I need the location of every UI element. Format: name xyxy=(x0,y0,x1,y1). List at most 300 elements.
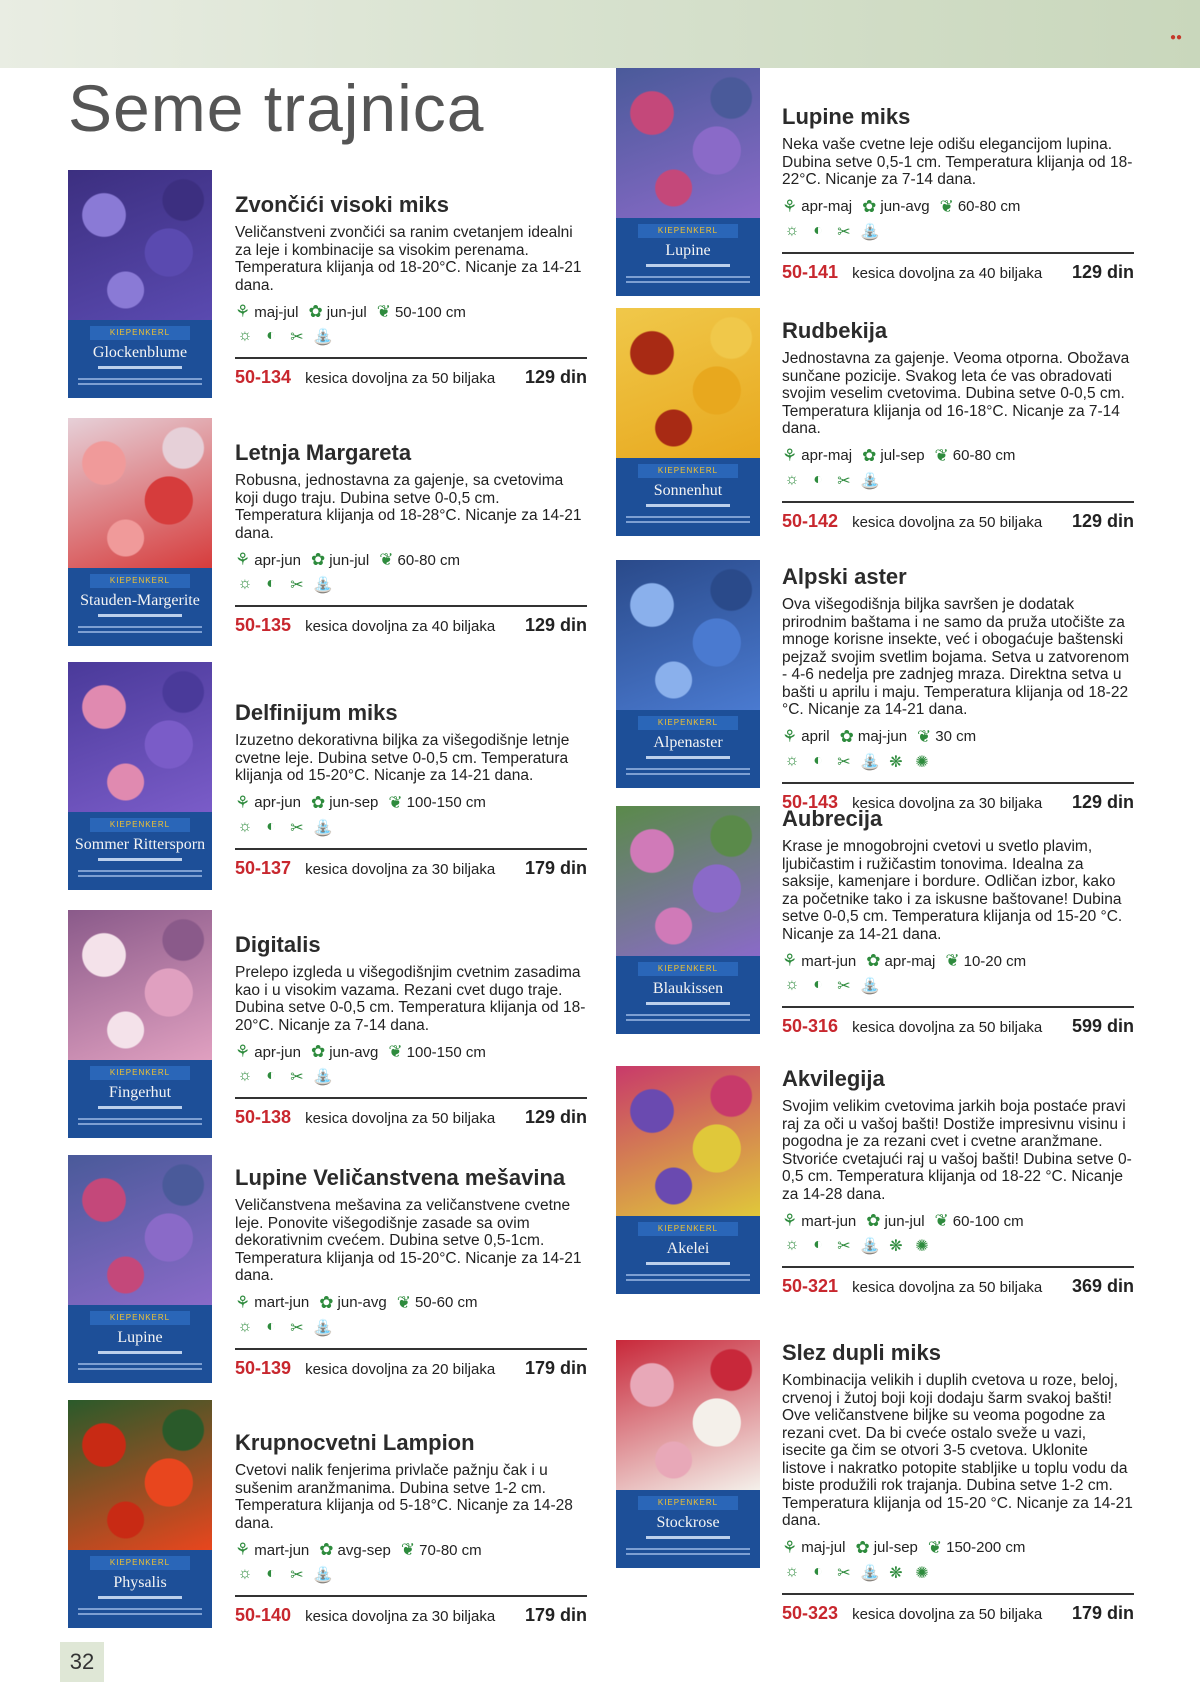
seedling-pot-icon: ⚘ xyxy=(235,1292,251,1312)
fact-height xyxy=(935,1211,1024,1231)
packet-name: Sommer Rittersporn xyxy=(74,836,206,853)
product-description: Veličanstveni zvončići sa ranim cvetanjem idealni za leje i kombinacije sa visokim perenama. Temperatura klijanja od 18-20°C. Nicanje za 14-21 dana. xyxy=(235,224,582,294)
pack-size: kesica dovoljna za 50 biljaka xyxy=(852,1019,1043,1036)
product-code: 50-134 xyxy=(235,367,292,387)
sun-icon: ☼ xyxy=(784,470,800,488)
product-name: Akvilegija xyxy=(782,1066,885,1091)
product-description: Jednostavna za gajenje. Veoma otporna. Obožava sunčane pozicije. Svakog leta će vas obradovati svojim veselim cvetovima. Dubina setve 0-0,5 cm. Temperatura klijanja od 16-18°C. Nicanje za 7-14 dana. xyxy=(782,350,1130,437)
product-code: 50-142 xyxy=(782,510,839,531)
product-description: Cvetovi nalik fenjerima privlače pažnju čak i u sušenim aranžmanima. Dubina setve 1-2 cm. Temperatura klijanja od 5-18°C. Nicanje za 14-28 dana. xyxy=(235,1462,573,1532)
pack-size: kesica dovoljna za 30 biljaka xyxy=(852,794,1043,812)
packet-fine-print xyxy=(78,1118,202,1120)
price-line xyxy=(235,1107,587,1128)
packet-fine-print xyxy=(78,626,202,628)
sun-icon: ☼ xyxy=(784,1236,800,1253)
product-name: Lupine miks xyxy=(782,104,911,129)
sun-icon: ☼ xyxy=(784,1562,800,1580)
packet-subtitle-line xyxy=(98,366,182,369)
product-name: Aubrecija xyxy=(782,806,883,831)
flower-icon: ✿ xyxy=(862,445,877,465)
scissors-leaf-icon: ✂ xyxy=(837,472,851,490)
fact-bloom-value: jun-avg xyxy=(329,1043,379,1061)
product-price: 179 din xyxy=(1071,1602,1134,1623)
packet-fine-print xyxy=(626,1548,750,1550)
fact-sow-value: apr-jun xyxy=(254,551,301,569)
price-line xyxy=(782,1276,1134,1297)
flower-icon: ✿ xyxy=(839,726,854,746)
seed-packet-image xyxy=(68,1400,212,1628)
product-code: 50-143 xyxy=(782,791,839,812)
care-pictograms xyxy=(235,327,587,347)
butterfly-icon: ❋ xyxy=(889,753,903,771)
packet-label-band xyxy=(616,218,760,296)
packet-name: Akelei xyxy=(666,1240,710,1257)
packet-subtitle-line xyxy=(646,1262,730,1265)
plant-height-icon: ❦ xyxy=(917,726,932,746)
scissors-leaf-icon: ✂ xyxy=(290,1069,304,1086)
brand-logo: KIEPENKERL xyxy=(90,1556,190,1570)
seed-packet-image xyxy=(616,806,760,1034)
seed-packet-image xyxy=(68,910,212,1138)
product-price: 129 din xyxy=(1071,261,1134,282)
product-entry xyxy=(782,1066,1134,1297)
fact-sow-value: mart-jun xyxy=(801,1212,857,1230)
product-name: Zvončići visoki miks xyxy=(235,192,449,217)
packet-label-band xyxy=(616,956,760,1034)
fact-sow-value: mart-jun xyxy=(801,952,857,970)
plant-height-icon: ❦ xyxy=(934,445,949,465)
flower-photo xyxy=(68,910,212,1060)
scissors-leaf-icon: ✂ xyxy=(290,577,304,594)
pack-size: kesica dovoljna za 40 biljaka xyxy=(852,264,1043,282)
growing-facts xyxy=(782,1211,1134,1231)
flower-icon: ✿ xyxy=(319,1292,334,1312)
brand-logo: KIEPENKERL xyxy=(90,818,190,832)
plant-height-icon: ❦ xyxy=(927,1537,943,1557)
packet-name: Fingerhut xyxy=(108,1084,172,1101)
plant-height-icon: ❦ xyxy=(388,792,403,812)
pack-size: kesica dovoljna za 50 biljaka xyxy=(305,1110,496,1127)
fact-sow xyxy=(235,1042,301,1062)
fact-sow xyxy=(235,1540,309,1560)
scissors-leaf-icon: ✂ xyxy=(837,1238,851,1255)
fact-height-value: 60-80 cm xyxy=(397,551,461,569)
product-code: 50-135 xyxy=(235,615,292,635)
flower-photo xyxy=(68,662,212,812)
fact-height-value: 60-80 cm xyxy=(957,198,1021,215)
corner-mark: ●● xyxy=(1170,32,1183,43)
fact-bloom-value: jul-sep xyxy=(880,447,925,464)
half-sun-icon: ◐ xyxy=(813,751,823,769)
fact-bloom-value: jun-jul xyxy=(329,551,370,569)
product-description: Prelepo izgleda u višegodišnjim cvetnim zasadima kao i u visokim vazama. Rezani cvet dugo traje. Dubina setve 0-0,5 cm. Temperatura klijanja od 18-20°C. Nicanje za 7-14 dana. xyxy=(235,964,586,1034)
fact-height xyxy=(940,197,1021,217)
product-name: Digitalis xyxy=(235,932,321,957)
seed-packet-image xyxy=(68,170,212,398)
sun-icon: ☼ xyxy=(237,817,253,835)
watering-can-icon: ⛲ xyxy=(860,1238,880,1255)
growing-facts xyxy=(235,793,587,813)
fact-bloom xyxy=(862,197,929,217)
watering-can-icon: ⛲ xyxy=(313,1069,333,1086)
product-code: 50-321 xyxy=(782,1276,839,1296)
product-price: 129 din xyxy=(524,1107,587,1127)
care-pictograms xyxy=(235,575,587,595)
growing-facts xyxy=(782,1538,1134,1558)
packet-name: Stauden-Margerite xyxy=(80,592,200,609)
packet-name: Alpenaster xyxy=(653,734,723,751)
flower-icon: ✿ xyxy=(319,1540,334,1559)
product-code: 50-137 xyxy=(235,857,292,878)
packet-fine-print xyxy=(78,378,202,380)
fact-bloom xyxy=(308,302,366,322)
watering-can-icon: ⛲ xyxy=(860,472,880,490)
fact-sow-value: apr-jun xyxy=(254,794,301,811)
fact-bloom xyxy=(862,446,924,466)
pack-size: kesica dovoljna za 50 biljaka xyxy=(852,1605,1043,1623)
packet-fine-print xyxy=(78,870,202,872)
seed-packet-image xyxy=(616,1340,760,1568)
watering-can-icon: ⛲ xyxy=(860,1564,880,1582)
half-sun-icon: ◐ xyxy=(266,1565,276,1582)
sun-icon: ☼ xyxy=(237,1317,253,1335)
fact-height xyxy=(377,302,466,322)
packet-fine-print xyxy=(626,1014,750,1016)
half-sun-icon: ◐ xyxy=(266,1317,276,1335)
product-description: Krase je mnogobrojni cvetovi u svetlo plavim, ljubičastim i ružičastim tonovima. Idealna za saksije, kamenjare i bordure. Odličan izbor, kako za početnike tako i za iskusne baštovane! Dubina setve 0-0,5 cm. Temperatura klijanja od 15-20 °C. Nicanje za 14-21 dana. xyxy=(782,838,1123,943)
product-name: Delfinijum miks xyxy=(235,700,398,725)
fact-height-value: 50-60 cm xyxy=(414,1294,478,1311)
packet-subtitle-line xyxy=(98,858,182,861)
packet-subtitle-line xyxy=(646,264,730,267)
care-pictograms xyxy=(235,1318,587,1338)
product-price: 599 din xyxy=(1071,1016,1134,1036)
sun-icon: ☼ xyxy=(237,575,253,592)
fact-sow xyxy=(782,446,852,466)
product-code: 50-140 xyxy=(235,1605,292,1625)
product-code: 50-316 xyxy=(782,1016,839,1036)
brand-logo: KIEPENKERL xyxy=(90,1066,190,1080)
scissors-leaf-icon: ✂ xyxy=(837,753,851,771)
pack-size: kesica dovoljna za 20 biljaka xyxy=(305,1360,496,1378)
fact-bloom xyxy=(311,1042,378,1062)
product-entry xyxy=(235,1430,587,1626)
bee-icon: ✺ xyxy=(915,1238,929,1255)
seedling-pot-icon: ⚘ xyxy=(782,726,798,746)
seedling-pot-icon: ⚘ xyxy=(235,550,251,569)
seedling-pot-icon: ⚘ xyxy=(782,951,798,970)
fact-bloom xyxy=(311,550,369,570)
plant-height-icon: ❦ xyxy=(939,196,954,216)
product-price: 129 din xyxy=(1071,791,1134,812)
packet-subtitle-line xyxy=(646,756,730,759)
divider xyxy=(782,1266,1134,1268)
divider xyxy=(782,501,1134,503)
packet-name: Lupine xyxy=(665,242,711,259)
fact-bloom-value: apr-maj xyxy=(884,952,936,970)
fact-bloom-value: jun-jul xyxy=(884,1212,925,1230)
product-description: Robusna, jednostavna za gajenje, sa cvetovima koji dugo traju. Dubina setve 0-0,5 cm. Temperatura klijanja od 18-28°C. Nicanje za 14-21 dana. xyxy=(235,472,582,542)
fact-sow-value: mart-jun xyxy=(254,1541,310,1559)
seed-packet-image xyxy=(68,418,212,646)
product-entry xyxy=(235,1165,587,1379)
divider xyxy=(235,1348,587,1350)
fact-bloom xyxy=(866,1211,924,1231)
product-name: Letnja Margareta xyxy=(235,440,412,465)
growing-facts xyxy=(782,197,1134,217)
fact-height xyxy=(388,793,485,813)
care-pictograms xyxy=(235,1565,587,1585)
brand-logo: KIEPENKERL xyxy=(90,326,190,340)
seed-packet-image xyxy=(616,308,760,536)
packet-subtitle-line xyxy=(98,614,182,617)
sun-icon: ☼ xyxy=(237,1067,253,1084)
product-code: 50-138 xyxy=(235,1107,292,1127)
fact-bloom xyxy=(855,1538,917,1558)
fact-bloom xyxy=(311,793,378,813)
fact-height xyxy=(928,1538,1025,1558)
fact-sow xyxy=(782,727,830,747)
packet-fine-print xyxy=(78,1363,202,1365)
watering-can-icon: ⛲ xyxy=(313,329,333,346)
product-entry xyxy=(782,1340,1134,1624)
fact-sow xyxy=(235,793,301,813)
price-line xyxy=(782,262,1134,283)
scissors-leaf-icon: ✂ xyxy=(837,978,851,995)
divider xyxy=(235,357,587,359)
flower-photo xyxy=(616,68,760,218)
seed-packet-image xyxy=(616,560,760,788)
seed-packet-image xyxy=(616,68,760,296)
product-name: Alpski aster xyxy=(782,564,907,589)
seedling-pot-icon: ⚘ xyxy=(235,1042,251,1061)
sun-icon: ☼ xyxy=(237,1565,253,1582)
butterfly-icon: ❋ xyxy=(889,1238,903,1255)
scissors-leaf-icon: ✂ xyxy=(290,329,304,346)
fact-bloom xyxy=(319,1293,386,1313)
fact-sow-value: maj-jul xyxy=(801,1539,846,1556)
fact-height xyxy=(401,1540,482,1560)
packet-subtitle-line xyxy=(98,1351,182,1354)
product-entry xyxy=(782,564,1134,813)
fact-sow-value: apr-jun xyxy=(254,1043,301,1061)
product-entry xyxy=(235,192,587,388)
scissors-leaf-icon: ✂ xyxy=(290,819,304,837)
fact-height-value: 60-100 cm xyxy=(952,1212,1024,1230)
care-pictograms xyxy=(235,818,587,838)
product-entry xyxy=(235,700,587,879)
product-entry xyxy=(782,806,1134,1037)
plant-height-icon: ❦ xyxy=(376,302,391,321)
brand-logo: KIEPENKERL xyxy=(638,224,738,238)
brand-logo: KIEPENKERL xyxy=(638,962,738,976)
seedling-pot-icon: ⚘ xyxy=(235,792,251,812)
product-price: 179 din xyxy=(524,1605,587,1625)
packet-label-band xyxy=(616,1490,760,1568)
growing-facts xyxy=(235,550,587,570)
watering-can-icon: ⛲ xyxy=(313,1319,333,1337)
growing-facts xyxy=(782,727,1134,747)
care-pictograms xyxy=(782,1563,1134,1583)
plant-height-icon: ❦ xyxy=(400,1540,416,1559)
sun-icon: ☼ xyxy=(784,976,800,993)
care-pictograms xyxy=(782,752,1134,772)
seedling-pot-icon: ⚘ xyxy=(235,1540,251,1559)
packet-fine-print xyxy=(626,276,750,278)
packet-label-band xyxy=(616,710,760,788)
divider xyxy=(235,848,587,850)
page-title: Seme trajnica xyxy=(68,71,485,145)
fact-sow xyxy=(782,951,856,971)
price-line xyxy=(782,1016,1134,1037)
brand-logo: KIEPENKERL xyxy=(638,716,738,730)
pack-size: kesica dovoljna za 40 biljaka xyxy=(305,618,496,635)
flower-photo xyxy=(616,806,760,956)
divider xyxy=(235,605,587,607)
plant-height-icon: ❦ xyxy=(388,1042,403,1061)
price-line xyxy=(235,858,587,879)
seedling-pot-icon: ⚘ xyxy=(235,302,251,321)
half-sun-icon: ◐ xyxy=(813,1562,823,1580)
divider xyxy=(235,1595,587,1597)
fact-height-value: 150-200 cm xyxy=(946,1539,1026,1556)
sun-icon: ☼ xyxy=(784,221,800,239)
product-price: 179 din xyxy=(524,857,587,878)
packet-name: Lupine xyxy=(117,1329,163,1346)
top-band xyxy=(0,0,1200,68)
flower-icon: ✿ xyxy=(862,196,877,216)
fact-height-value: 10-20 cm xyxy=(963,952,1027,970)
page-number: 32 xyxy=(60,1642,104,1682)
product-description: Veličanstvena mešavina za veličanstvene cvetne leje. Ponovite višegodišnje zasade sa ovim dekorativnim cvećem. Dubina setve 0,5-1cm. Temperatura klijanja od 15-20°C. Nicanje za 14-21 dana. xyxy=(235,1197,582,1284)
half-sun-icon: ◐ xyxy=(266,327,276,344)
seedling-pot-icon: ⚘ xyxy=(782,445,798,465)
divider xyxy=(235,1097,587,1099)
flower-photo xyxy=(68,1155,212,1305)
half-sun-icon: ◐ xyxy=(813,1236,823,1253)
flower-photo xyxy=(616,1340,760,1490)
packet-fine-print xyxy=(78,1608,202,1610)
packet-subtitle-line xyxy=(646,1002,730,1005)
divider xyxy=(782,782,1134,784)
packet-label-band xyxy=(68,812,212,890)
fact-height-value: 100-150 cm xyxy=(406,794,486,811)
fact-sow xyxy=(235,1293,309,1313)
product-price: 129 din xyxy=(524,367,587,387)
growing-facts xyxy=(782,446,1134,466)
growing-facts xyxy=(235,1540,587,1560)
fact-bloom xyxy=(319,1540,391,1560)
product-price: 369 din xyxy=(1071,1276,1134,1296)
fact-sow-value: mart-jun xyxy=(254,1294,310,1311)
brand-logo: KIEPENKERL xyxy=(90,1311,190,1325)
fact-height xyxy=(935,446,1016,466)
packet-fine-print xyxy=(626,516,750,518)
packet-label-band xyxy=(68,568,212,646)
price-line xyxy=(235,615,587,636)
product-entry xyxy=(782,318,1134,532)
fact-bloom xyxy=(866,951,935,971)
fact-bloom-value: jul-sep xyxy=(873,1539,918,1556)
fact-height xyxy=(379,550,460,570)
packet-subtitle-line xyxy=(98,1106,182,1109)
seedling-pot-icon: ⚘ xyxy=(782,196,798,216)
scissors-leaf-icon: ✂ xyxy=(837,223,851,241)
fact-bloom-value: jun-avg xyxy=(337,1294,387,1311)
brand-logo: KIEPENKERL xyxy=(638,1222,738,1236)
fact-sow xyxy=(782,1538,845,1558)
divider xyxy=(782,1593,1134,1595)
fact-sow xyxy=(235,550,301,570)
packet-label-band xyxy=(68,1305,212,1383)
plant-height-icon: ❦ xyxy=(379,550,394,569)
growing-facts xyxy=(235,1293,587,1313)
packet-subtitle-line xyxy=(646,504,730,507)
packet-name: Glockenblume xyxy=(92,344,188,361)
price-line xyxy=(235,1358,587,1379)
product-description: Neka vaše cvetne leje odišu elegancijom lupina. Dubina setve 0,5-1 cm. Temperatura klijanja od 18-22°C. Nicanje za 7-14 dana. xyxy=(782,136,1133,188)
fact-bloom xyxy=(840,727,907,747)
divider xyxy=(782,252,1134,254)
packet-label-band xyxy=(68,1060,212,1138)
half-sun-icon: ◐ xyxy=(266,1067,276,1084)
product-code: 50-139 xyxy=(235,1357,292,1378)
product-description: Ova višegodišnja biljka savršen je dodatak prirodnim baštama i ne samo da pruža utočište za mnoge korisne insekte, već i obogaćuje baštenski pejzaž svojim svetlim bojama. Setva u zatvorenom - 4-6 nedelja pre zadnjeg mraza. Direktna setva u bašti u aprilu i maju. Temperatura klijanja od 18-22 °C. Nicanje za 14-21 dana. xyxy=(782,596,1130,718)
sun-icon: ☼ xyxy=(784,751,800,769)
watering-can-icon: ⛲ xyxy=(313,819,333,837)
product-name: Krupnocvetni Lampion xyxy=(235,1430,475,1455)
fact-height-value: 30 cm xyxy=(935,728,977,745)
brand-logo: KIEPENKERL xyxy=(638,1496,738,1510)
seed-packet-image xyxy=(68,1155,212,1383)
fact-height-value: 50-100 cm xyxy=(394,303,466,321)
scissors-leaf-icon: ✂ xyxy=(290,1319,304,1337)
seed-packet-image xyxy=(616,1066,760,1294)
packet-subtitle-line xyxy=(98,1596,182,1599)
brand-logo: KIEPENKERL xyxy=(90,574,190,588)
pack-size: kesica dovoljna za 30 biljaka xyxy=(305,860,496,878)
product-entry xyxy=(235,440,587,636)
fact-sow xyxy=(782,197,852,217)
price-line xyxy=(782,511,1134,532)
half-sun-icon: ◐ xyxy=(813,976,823,993)
flower-icon: ✿ xyxy=(310,792,326,812)
fact-height-value: 60-80 cm xyxy=(952,447,1016,464)
care-pictograms xyxy=(782,1236,1134,1256)
flower-icon: ✿ xyxy=(866,1211,881,1230)
fact-sow-value: apr-maj xyxy=(801,447,853,464)
pack-size: kesica dovoljna za 50 biljaka xyxy=(852,513,1043,531)
price-line xyxy=(235,367,587,388)
brand-logo: KIEPENKERL xyxy=(638,464,738,478)
fact-sow-value: maj-jul xyxy=(254,303,299,321)
half-sun-icon: ◐ xyxy=(813,470,823,488)
packet-name: Blaukissen xyxy=(652,980,724,997)
seed-packet-image xyxy=(68,662,212,890)
pack-size: kesica dovoljna za 50 biljaka xyxy=(852,1279,1043,1296)
watering-can-icon: ⛲ xyxy=(860,753,880,771)
half-sun-icon: ◐ xyxy=(266,817,276,835)
fact-height-value: 70-80 cm xyxy=(419,1541,482,1559)
packet-name: Sonnenhut xyxy=(653,482,723,499)
fact-bloom-value: maj-jun xyxy=(857,728,908,745)
fact-sow-value: april xyxy=(801,728,830,745)
packet-label-band xyxy=(616,1216,760,1294)
care-pictograms xyxy=(782,976,1134,996)
fact-bloom-value: jun-jul xyxy=(326,303,367,321)
product-entry xyxy=(235,932,587,1128)
product-price: 179 din xyxy=(524,1357,587,1378)
